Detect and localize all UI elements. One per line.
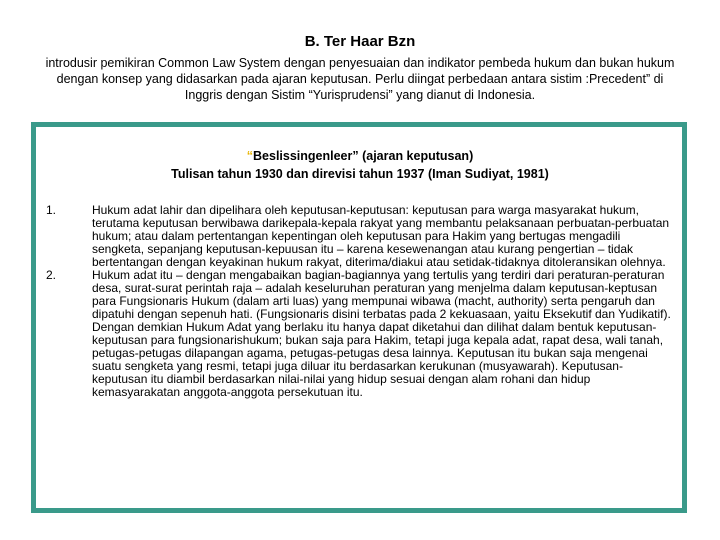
list-item-text: Hukum adat itu – dengan mengabaikan bagian-bagiannya yang tertulis yang terdiri dari peraturan-peraturan desa, surat-surat perintah raja – adalah keseluruhan peraturan yang menjelma dalam keputusan-keptusan para Fungsionaris Hukum (dalam arti luas) yang mempunai wibawa (macht, authority) serta pengaruh dan dipatuhi dengan sepenuh hati. (Fungsionaris disini terbatas pada 2 kekuasaan, yaitu Eksekutif dan Yudikatif). Dengan demkian Hukum Adat yang berlaku itu hanya dapat diketahui dan dilihat dalam bentuk keputusan-keputusan para fungsionarishukum; bukan saja para Hakim, tetapi juga kepala adat, rapat desa, wali tanah, petugas-petugas dilapangan agama, petugas-petugas desa lainnya. Keputusan itu bukan saja mengenai suatu sengketa yang resmi, tetapi juga diluar itu berdasarkan kerukunan (musyawarah). Keputusan-keputusan itu diambil berdasarkan nilai-nilai yang hidup sesuai dengan alam rohani dan hidup kemasyarakatan anggota-anggota persekutuan itu. <box>92 268 671 399</box>
numbered-list <box>46 204 672 399</box>
list-item-number: 1. <box>46 203 57 217</box>
box-title <box>0 147 720 165</box>
slide-title: B. Ter Haar Bzn <box>304 33 416 50</box>
box-heading <box>0 147 720 183</box>
list-item <box>46 204 672 269</box>
title-text: Beslissingenleer” (ajaran keputusan) <box>253 149 474 163</box>
list-item-text: Hukum adat lahir dan dipelihara oleh keputusan-keputusan: keputusan para warga masyarakat hukum, terutama keputusan berwibawa darikepala-kepala rakyat yang membantu pelaksanaan perbuatan-perbuatan hukum; atau dalam pertentangan kepentingan oleh keputusan para Hakim yang bertugas mengadili sengketa, sepanjang keputusan-kepuusan itu – karena kesewenangan atau kurang pengertian – tidak bertentangan dengan keyakinan hukum rakyat, diterima/diakui atau setidak-tidaknya ditoleransikan olehnya. <box>92 203 670 269</box>
title-open-quote: “ <box>246 149 254 163</box>
list-item-number: 2. <box>46 268 57 282</box>
intro-paragraph: introdusir pemikiran Common Law System dengan penyesuaian dan indikator pembeda hukum dan bukan hukum dengan konsep yang didasarkan pada ajaran keputusan. Perlu diingat perbedaan antara sistim :Precedent” di Inggris dengan Sistim “Yurisprudensi” yang dianut di Indonesia. <box>45 56 675 102</box>
box-subtitle: Tulisan tahun 1930 dan direvisi tahun 1937 (Iman Sudiyat, 1981) <box>171 167 549 181</box>
list-item <box>46 269 672 399</box>
